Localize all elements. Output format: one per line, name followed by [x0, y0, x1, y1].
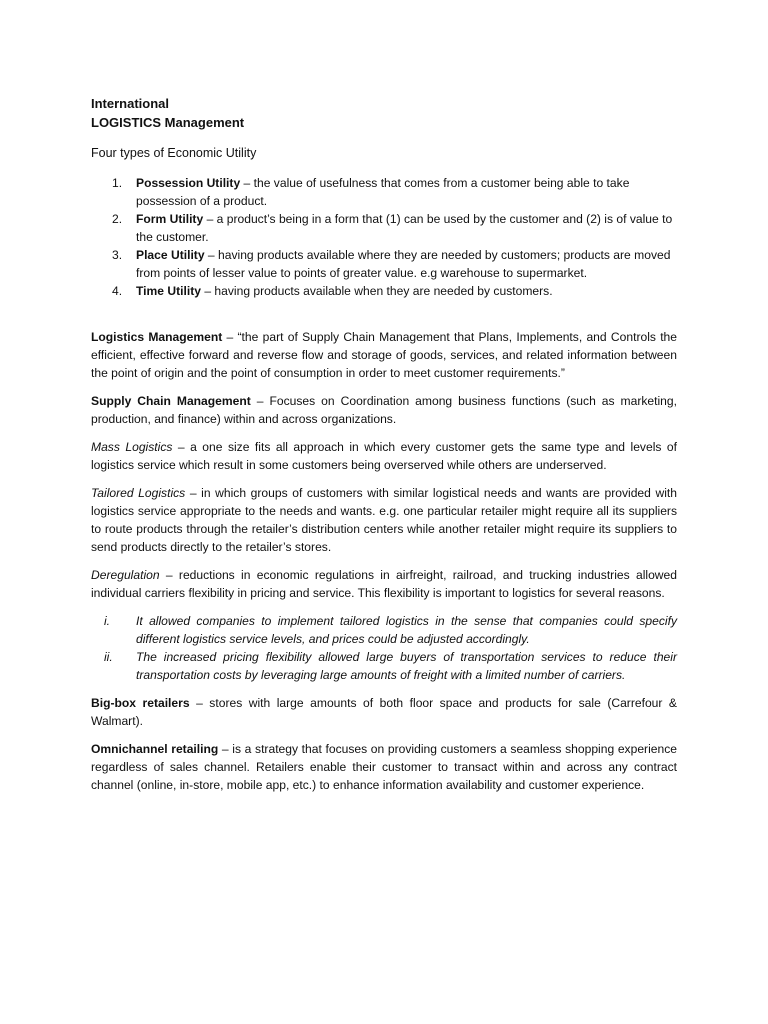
list-item — [91, 612, 677, 648]
list-number: 1. — [112, 176, 123, 190]
utility-term: Possession Utility — [136, 176, 241, 190]
definition-term: Logistics Management — [91, 330, 223, 344]
utility-term: Place Utility — [136, 248, 205, 262]
definition-term: Omnichannel retailing — [91, 742, 219, 756]
list-number: 3. — [112, 248, 123, 262]
definition-mass-logistics — [91, 438, 677, 474]
reason-text: It allowed companies to implement tailored logistics in the sense that companies could specify different logistics service levels, and prices could be adjusted accordingly. — [136, 614, 677, 646]
list-item — [91, 210, 677, 246]
definition-text: – stores with large amounts of both floor space and products for sale (Carrefour & Walmart). — [91, 696, 677, 728]
definition-supply-chain — [91, 392, 677, 428]
definition-text: – “the part of Supply Chain Management that Plans, Implements, and Controls the efficient, effective forward and reverse flow and storage of goods, services, and related information between the point of origin and the point of consumption in order to meet customer requirements.” — [91, 330, 678, 380]
utility-list — [91, 174, 677, 300]
list-item — [91, 648, 677, 684]
utility-text: – the value of usefulness that comes from a customer being able to take possession of a product. — [136, 176, 630, 208]
utility-text: – a product’s being in a form that (1) can be used by the customer and (2) is of value to the customer. — [136, 212, 673, 244]
definition-logistics-management — [91, 328, 677, 382]
list-item — [91, 246, 677, 282]
definition-term: Supply Chain Management — [91, 394, 251, 408]
definition-deregulation — [91, 566, 677, 602]
list-number: i. — [104, 614, 111, 628]
list-number: 2. — [112, 212, 123, 226]
definition-text: – a one size fits all approach in which every customer gets the same type and levels of logistics service which result in some customers being overserved while others are underserved. — [91, 440, 677, 472]
heading-line-2: LOGISTICS Management — [91, 115, 245, 130]
deregulation-reasons-list — [91, 612, 677, 684]
definition-term: Tailored Logistics — [91, 486, 186, 500]
utility-term: Time Utility — [136, 284, 201, 298]
heading-line-1: International — [91, 96, 170, 111]
utility-term: Form Utility — [136, 212, 204, 226]
definition-text: – is a strategy that focuses on providing customers a seamless shopping experience regardless of sales channel. Retailers enable their customer to transact within and across any contract channel (online, in-store, mobile app, etc.) to enhance information availability and customer experience. — [91, 742, 677, 792]
reason-text: The increased pricing flexibility allowed large buyers of transportation services to reduce their transportation costs by leveraging large amounts of freight with a limited number of carriers. — [136, 650, 677, 682]
document-heading — [91, 94, 677, 132]
utility-intro: Four types of Economic Utility — [91, 146, 257, 160]
utility-text: – having products available when they are needed by customers. — [200, 284, 553, 298]
list-number: 4. — [112, 284, 123, 298]
list-item — [91, 282, 677, 300]
list-number: ii. — [104, 650, 113, 664]
utility-text: – having products available where they are needed by customers; products are moved from points of lesser value to points of greater value. e.g warehouse to supermarket. — [136, 248, 671, 280]
definition-text: – reductions in economic regulations in airfreight, railroad, and trucking industries allowed individual carriers flexibility in pricing and service. This flexibility is important to logistics for several reasons. — [91, 568, 677, 600]
definition-term: Big-box retailers — [91, 696, 190, 710]
document-page — [91, 94, 677, 794]
definition-text: – Focuses on Coordination among business functions (such as marketing, production, and finance) within and across organizations. — [91, 394, 677, 426]
list-item — [91, 174, 677, 210]
definition-tailored-logistics — [91, 484, 677, 556]
definition-text: – in which groups of customers with similar logistical needs and wants are provided with logistics service appropriate to the needs and wants. e.g. one particular retailer might require all its suppliers to route products through the retailer’s distribution centers while another retailer might require its suppliers to send products directly to the retailer’s stores. — [91, 486, 677, 554]
definition-term: Mass Logistics — [91, 440, 173, 454]
definition-omnichannel — [91, 740, 677, 794]
definition-term: Deregulation — [91, 568, 160, 582]
definition-big-box — [91, 694, 677, 730]
